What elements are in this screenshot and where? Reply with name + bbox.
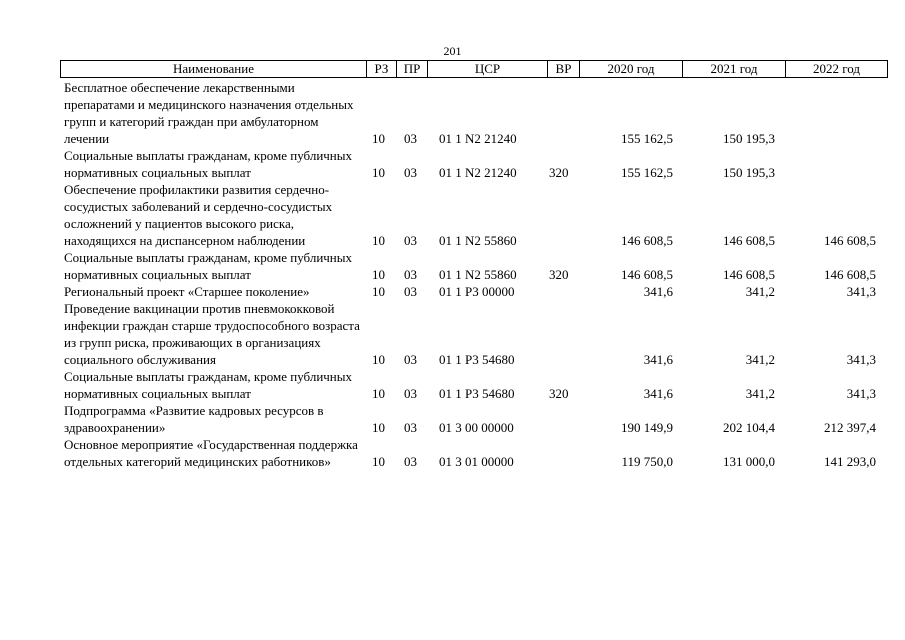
table-row bbox=[0, 436, 905, 470]
header-csr: ЦСР bbox=[428, 61, 548, 77]
row-2021: 341,2 bbox=[745, 386, 775, 401]
table-row bbox=[0, 181, 905, 249]
row-rz: 10 bbox=[372, 420, 385, 435]
row-csr: 01 3 00 00000 bbox=[439, 420, 514, 435]
row-rz: 10 bbox=[372, 454, 385, 469]
row-name: Проведение вакцинации против пневмококковой инфекции граждан старше трудоспособного возраста из групп риска, проживающих в организациях социального обслуживания bbox=[64, 301, 360, 367]
table-header bbox=[60, 60, 888, 78]
row-csr: 01 1 P3 00000 bbox=[439, 284, 515, 299]
row-csr: 01 1 N2 55860 bbox=[439, 267, 517, 282]
header-vr: ВР bbox=[548, 61, 580, 77]
table-row bbox=[0, 300, 905, 368]
row-2021: 146 608,5 bbox=[723, 267, 775, 282]
table-row bbox=[0, 283, 905, 300]
row-pr: 03 bbox=[404, 420, 417, 435]
row-2021: 150 195,3 bbox=[723, 165, 775, 180]
row-rz: 10 bbox=[372, 386, 385, 401]
row-2022: 212 397,4 bbox=[824, 420, 876, 435]
header-name: Наименование bbox=[61, 61, 367, 77]
row-2020: 155 162,5 bbox=[621, 131, 673, 146]
row-name: Региональный проект «Старшее поколение» bbox=[64, 284, 310, 299]
row-2022: 341,3 bbox=[846, 352, 876, 367]
row-pr: 03 bbox=[404, 386, 417, 401]
row-name: Социальные выплаты гражданам, кроме публичных нормативных социальных выплат bbox=[64, 369, 352, 401]
header-2020: 2020 год bbox=[580, 61, 683, 77]
row-name: Основное мероприятие «Государственная поддержка отдельных категорий медицинских работников» bbox=[64, 437, 358, 469]
table-row bbox=[0, 249, 905, 283]
row-csr: 01 3 01 00000 bbox=[439, 454, 514, 469]
row-2020: 146 608,5 bbox=[621, 233, 673, 248]
row-2021: 131 000,0 bbox=[723, 454, 775, 469]
row-2022: 141 293,0 bbox=[824, 454, 876, 469]
row-pr: 03 bbox=[404, 352, 417, 367]
row-pr: 03 bbox=[404, 165, 417, 180]
row-2021: 150 195,3 bbox=[723, 131, 775, 146]
row-rz: 10 bbox=[372, 233, 385, 248]
row-pr: 03 bbox=[404, 284, 417, 299]
row-name: Подпрограмма «Развитие кадровых ресурсов в здравоохранении» bbox=[64, 403, 324, 435]
row-2022: 341,3 bbox=[846, 284, 876, 299]
row-pr: 03 bbox=[404, 233, 417, 248]
row-2021: 202 104,4 bbox=[723, 420, 775, 435]
row-vr: 320 bbox=[549, 267, 569, 282]
table-body bbox=[0, 79, 905, 470]
row-2020: 341,6 bbox=[643, 284, 673, 299]
row-csr: 01 1 N2 21240 bbox=[439, 165, 517, 180]
row-name: Бесплатное обеспечение лекарственными препаратами и медицинского назначения отдельных групп и категорий граждан при амбулаторном лечении bbox=[64, 80, 354, 146]
header-pr: ПР bbox=[397, 61, 428, 77]
row-name: Социальные выплаты гражданам, кроме публичных нормативных социальных выплат bbox=[64, 250, 352, 282]
row-2020: 341,6 bbox=[643, 386, 673, 401]
table-row bbox=[0, 79, 905, 147]
row-rz: 10 bbox=[372, 267, 385, 282]
row-2021: 341,2 bbox=[745, 284, 775, 299]
row-2020: 190 149,9 bbox=[621, 420, 673, 435]
row-name: Социальные выплаты гражданам, кроме публичных нормативных социальных выплат bbox=[64, 148, 352, 180]
row-rz: 10 bbox=[372, 165, 385, 180]
row-vr: 320 bbox=[549, 165, 569, 180]
table-row bbox=[0, 147, 905, 181]
row-pr: 03 bbox=[404, 454, 417, 469]
row-2020: 341,6 bbox=[643, 352, 673, 367]
row-2020: 146 608,5 bbox=[621, 267, 673, 282]
row-csr: 01 1 N2 55860 bbox=[439, 233, 517, 248]
header-rz: РЗ bbox=[367, 61, 397, 77]
row-2022: 146 608,5 bbox=[824, 267, 876, 282]
row-rz: 10 bbox=[372, 131, 385, 146]
header-2022: 2022 год bbox=[813, 61, 860, 76]
row-2020: 155 162,5 bbox=[621, 165, 673, 180]
row-rz: 10 bbox=[372, 352, 385, 367]
row-pr: 03 bbox=[404, 267, 417, 282]
row-csr: 01 1 P3 54680 bbox=[439, 352, 515, 367]
row-name: Обеспечение профилактики развития сердечно-сосудистых заболеваний и сердечно-сосудистых осложнений у пациентов высокого риска, находящихся на диспансерном наблюдении bbox=[64, 182, 333, 248]
row-csr: 01 1 P3 54680 bbox=[439, 386, 515, 401]
row-rz: 10 bbox=[372, 284, 385, 299]
row-2021: 341,2 bbox=[745, 352, 775, 367]
row-2022: 146 608,5 bbox=[824, 233, 876, 248]
row-csr: 01 1 N2 21240 bbox=[439, 131, 517, 146]
row-vr: 320 bbox=[549, 386, 569, 401]
header-2021: 2021 год bbox=[683, 61, 786, 77]
row-2021: 146 608,5 bbox=[723, 233, 775, 248]
row-pr: 03 bbox=[404, 131, 417, 146]
table-row bbox=[0, 368, 905, 402]
row-2022: 341,3 bbox=[846, 386, 876, 401]
table-row bbox=[0, 402, 905, 436]
page-number: 201 bbox=[443, 44, 462, 58]
row-2020: 119 750,0 bbox=[621, 454, 673, 469]
